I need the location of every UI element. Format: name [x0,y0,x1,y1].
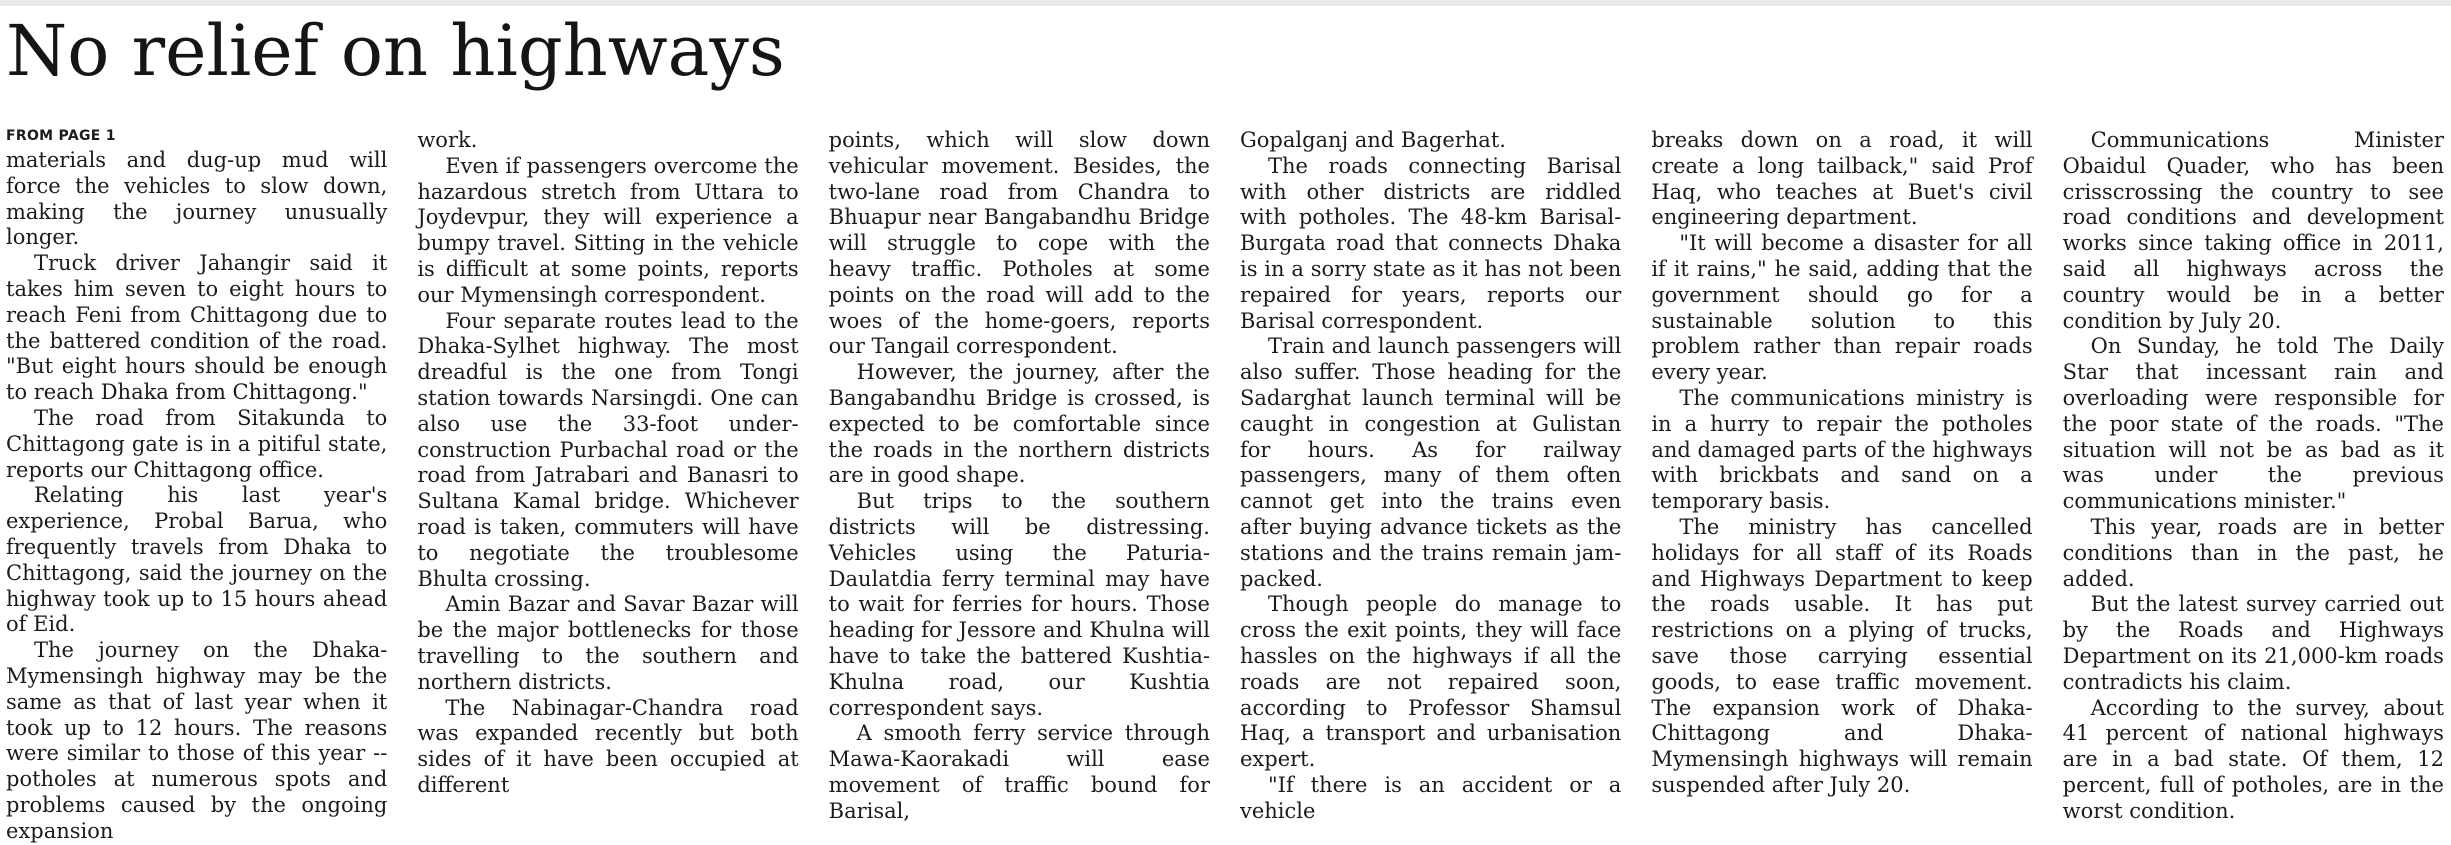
paragraph: The journey on the Dhaka-Mymensingh highway may be the same as that of last year when it took up to 12 hours. The reasons were similar to those of this year -- potholes at numerous spots and problems caused by the ongoing expansion [6,638,388,843]
paragraph: The roads connecting Barisal with other districts are riddled with potholes. The 48-km Barisal-Burgata road that connects Dhaka is in a sorry state as it has not been repaired for years, reports our Barisal correspondent. [1239,153,1622,333]
paragraph: Truck driver Jahangir said it takes him seven to eight hours to reach Feni from Chittagong due to the battered condition of the road. "But eight hours should be enough to reach Dhaka from Chittagong." [6,251,388,405]
column-4 [1239,128,1622,823]
paragraph: work. [417,128,478,152]
paragraph: However, the journey, after the Bangabandhu Bridge is crossed, is expected to be comfortable since the roads in the northern districts are in good shape. [828,360,1210,488]
paragraph: "It will become a disaster for all if it rains," he said, adding that the government should go for a sustainable solution to this problem rather than repair roads every year. [1651,231,2033,385]
paragraph: According to the survey, about 41 percent of national highways are in a bad state. Of them, 12 percent, full of potholes, are in the worst condition. [2062,695,2444,823]
paragraph: The road from Sitakunda to Chittagong gate is in a pitiful state, reports our Chittagong office. [6,405,388,482]
paragraph: The communications ministry is in a hurry to repair the potholes and damaged parts of the highways with brickbats and sand on a temporary basis. [1651,385,2033,514]
paragraph: A smooth ferry service through Mawa-Kaorakadi will ease movement of traffic bound for Barisal, [828,721,1210,823]
paragraph: The ministry has cancelled holidays for all staff of its Roads and Highways Department to keep the roads usable. It has put restrictions on a plying of trucks, save those carrying essential goods, to ease traffic movement. The expansion work of Dhaka-Chittagong and Dhaka-Mymensingh highways will remain suspended after July 20. [1651,514,2033,797]
paragraph: Train and launch passengers will also suffer. Those heading for the Sadarghat launch terminal will be caught in congestion at Gulistan for hours. As for railway passengers, many of them often cannot get into the trains even after buying advance tickets as the stations and the trains remain jam-packed. [1239,334,1622,591]
paragraph: Amin Bazar and Savar Bazar will be the major bottlenecks for those travelling to the southern and northern districts. [417,592,799,694]
paragraph: points, which will slow down vehicular movement. Besides, the two-lane road from Chandra to Bhuapur near Bangabandhu Bridge will struggle to cope with the heavy traffic. Potholes at some points on the road will add to the woes of the home-goers, reports our Tangail correspondent. [828,128,1210,359]
paragraph: Gopalganj and Bagerhat. [1239,128,1506,152]
paragraph: Though people do manage to cross the exit points, they will face hassles on the highways if all the roads are not repaired soon, according to Professor Shamsul Haq, a transport and urbanisation expert. [1239,592,1622,772]
column-3 [828,128,1210,823]
paragraph: But trips to the southern districts will be distressing. Vehicles using the Paturia-Daulatdia ferry terminal may have to wait for ferries for hours. Those heading for Jessore and Khulna will have to take the battered Kushtia-Khulna road, our Kushtia correspondent says. [828,489,1210,720]
paragraph: The Nabinagar-Chandra road was expanded recently but both sides of it have been occupied at different [417,695,799,797]
paragraph: "If there is an accident or a vehicle [1239,772,1622,823]
paragraph: This year, roads are in better conditions than in the past, he added. [2062,514,2444,591]
paragraph: materials and dug-up mud will force the vehicles to slow down, making the journey unusually longer. [6,148,388,250]
paragraph: Four separate routes lead to the Dhaka-Sylhet highway. The most dreadful is the one from Tongi station towards Narsingdi. One can also use the 33-foot under-construction Purbachal road or the road from Jatrabari and Banasri to Sultana Kamal bridge. Whichever road is taken, commuters will have to negotiate the troublesome Bhulta crossing. [417,308,799,591]
paragraph: breaks down on a road, it will create a long tailback," said Prof Haq, who teaches at Buet's civil engineering department. [1651,128,2033,230]
column-1 [6,128,388,843]
paragraph: But the latest survey carried out by the Roads and Highways Department on its 21,000-km roads contradicts his claim. [2062,592,2444,694]
headline: No relief on highways [6,10,785,92]
top-rule [0,0,2451,6]
dateline: FROM PAGE 1 [6,128,116,144]
paragraph: On Sunday, he told The Daily Star that incessant rain and overloading were responsible for the poor state of the roads. "The situation will not be as bad as it was under the previous communications minister." [2062,334,2444,514]
article-body [6,128,2444,843]
paragraph: Relating his last year's experience, Probal Barua, who frequently travels from Dhaka to Chittagong, said the journey on the highway took up to 15 hours ahead of Eid. [6,483,388,637]
column-6 [2062,128,2444,823]
paragraph: Even if passengers overcome the hazardous stretch from Uttara to Joydevpur, they will experience a bumpy travel. Sitting in the vehicle is difficult at some points, reports our Mymensingh correspondent. [417,153,799,307]
column-2 [417,128,798,800]
column-5 [1651,128,2032,800]
paragraph: Communications Minister Obaidul Quader, who has been crisscrossing the country to see road conditions and development works since taking office in 2011, said all highways across the country would be in a better condition by July 20. [2062,128,2444,333]
